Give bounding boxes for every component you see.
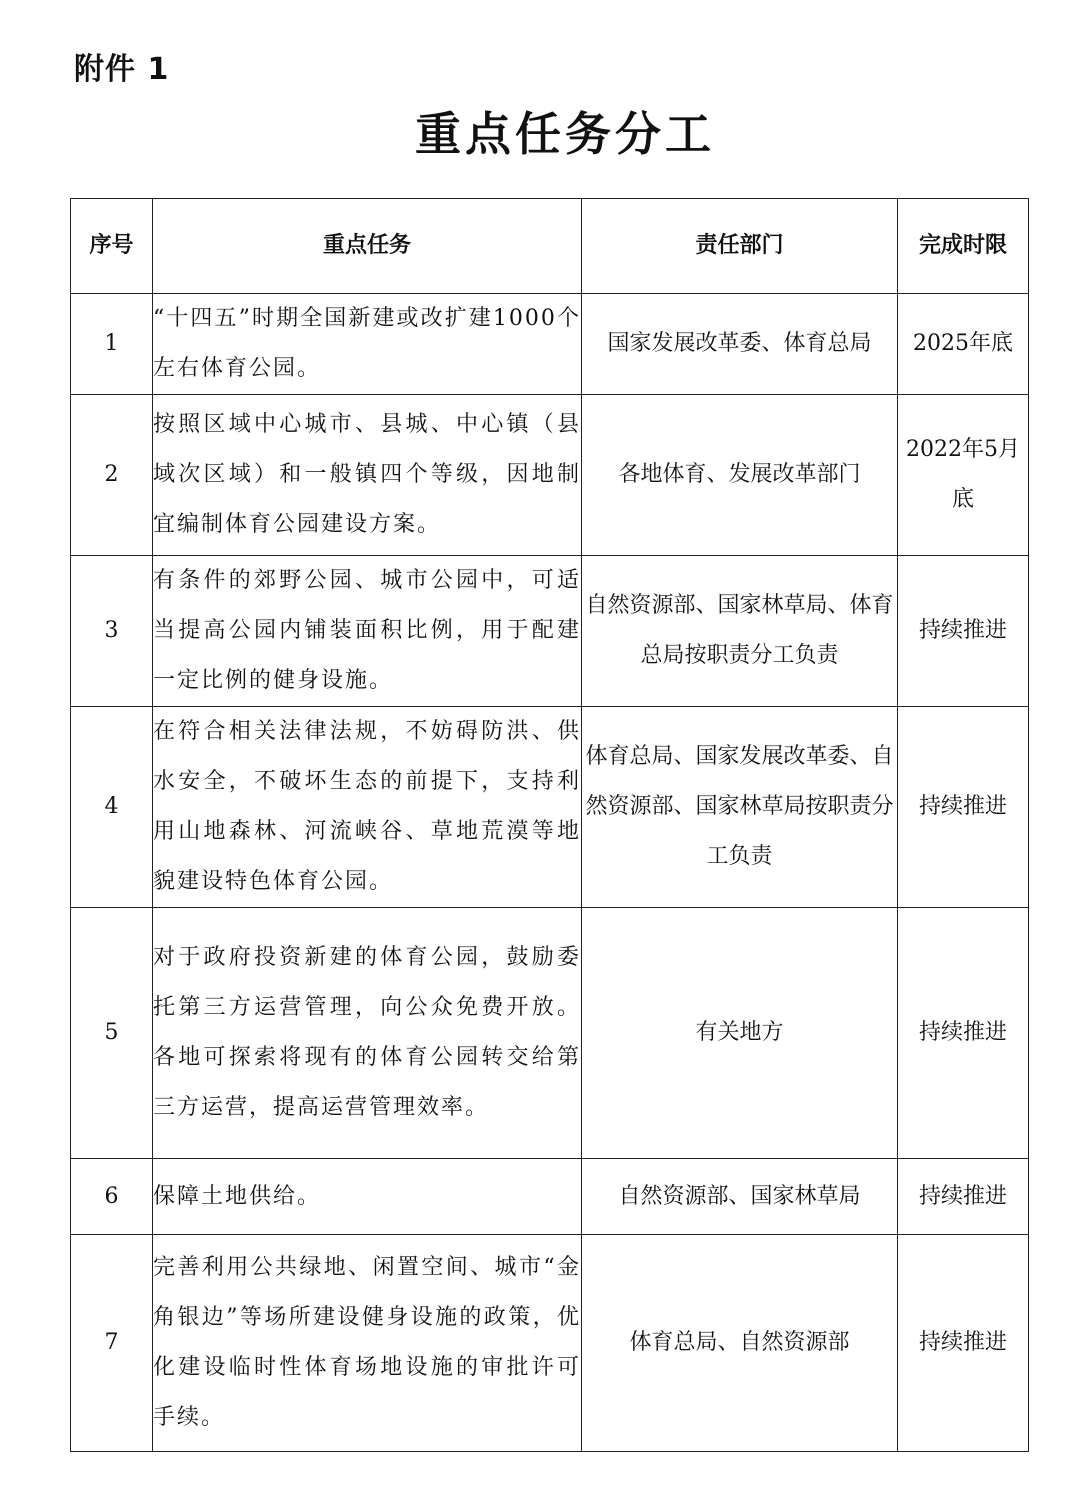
row-task: 在符合相关法律法规，不妨碍防洪、供水安全，不破坏生态的前提下，支持利用山地森林、河流峡谷、草地荒漠等地貌建设特色体育公园。 xyxy=(153,707,582,908)
table-row xyxy=(71,556,1029,707)
table-row xyxy=(71,1159,1029,1235)
row-number: 1 xyxy=(71,294,153,395)
row-dept: 体育总局、国家发展改革委、自然资源部、国家林草局按职责分工负责 xyxy=(582,707,898,908)
page-title: 重点任务分工 xyxy=(415,107,715,161)
row-deadline: 持续推进 xyxy=(898,1159,1029,1235)
header-dept: 责任部门 xyxy=(582,199,898,294)
row-number: 6 xyxy=(71,1159,153,1235)
row-number: 5 xyxy=(71,908,153,1159)
row-task: 按照区域中心城市、县城、中心镇（县域次区域）和一般镇四个等级，因地制宜编制体育公园建设方案。 xyxy=(153,395,582,556)
row-task: “十四五”时期全国新建或改扩建1000个左右体育公园。 xyxy=(153,294,582,395)
row-number: 4 xyxy=(71,707,153,908)
row-task: 保障土地供给。 xyxy=(153,1159,582,1235)
row-task: 完善利用公共绿地、闲置空间、城市“金角银边”等场所建设健身设施的政策，优化建设临时性体育场地设施的审批许可手续。 xyxy=(153,1235,582,1452)
row-task: 有条件的郊野公园、城市公园中，可适当提高公园内铺装面积比例，用于配建一定比例的健身设施。 xyxy=(153,556,582,707)
row-deadline: 2025年底 xyxy=(898,294,1029,395)
table-header-row xyxy=(71,199,1029,294)
attachment-label: 附件 1 xyxy=(74,52,170,87)
row-dept: 体育总局、自然资源部 xyxy=(582,1235,898,1452)
row-number: 2 xyxy=(71,395,153,556)
table-row xyxy=(71,1235,1029,1452)
row-number: 7 xyxy=(71,1235,153,1452)
row-deadline: 2022年5月底 xyxy=(898,395,1029,556)
row-deadline: 持续推进 xyxy=(898,908,1029,1159)
row-number: 3 xyxy=(71,556,153,707)
row-dept: 国家发展改革委、体育总局 xyxy=(582,294,898,395)
task-table xyxy=(70,198,1029,1452)
row-dept: 各地体育、发展改革部门 xyxy=(582,395,898,556)
table-row xyxy=(71,908,1029,1159)
row-dept: 自然资源部、国家林草局 xyxy=(582,1159,898,1235)
row-dept: 有关地方 xyxy=(582,908,898,1159)
row-task: 对于政府投资新建的体育公园，鼓励委托第三方运营管理，向公众免费开放。各地可探索将现有的体育公园转交给第三方运营，提高运营管理效率。 xyxy=(153,908,582,1159)
header-deadline: 完成时限 xyxy=(898,199,1029,294)
row-deadline: 持续推进 xyxy=(898,707,1029,908)
row-deadline: 持续推进 xyxy=(898,1235,1029,1452)
table-row xyxy=(71,395,1029,556)
table-row xyxy=(71,707,1029,908)
row-deadline: 持续推进 xyxy=(898,556,1029,707)
table-row xyxy=(71,294,1029,395)
row-dept: 自然资源部、国家林草局、体育总局按职责分工负责 xyxy=(582,556,898,707)
header-no: 序号 xyxy=(71,199,153,294)
header-task: 重点任务 xyxy=(153,199,582,294)
